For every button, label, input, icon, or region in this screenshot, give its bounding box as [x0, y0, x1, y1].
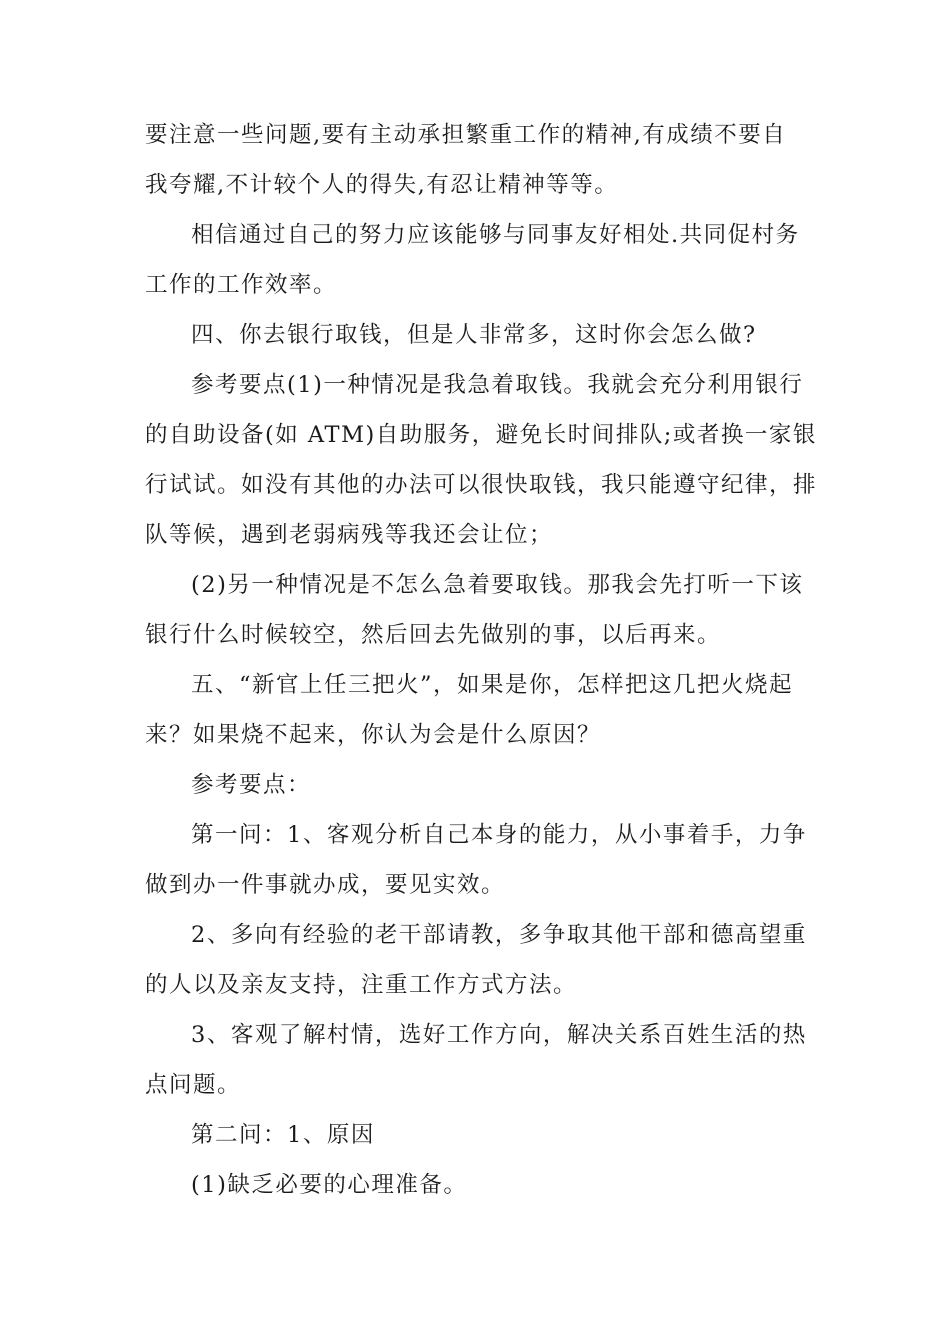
- text-line: (2)另一种情况是不怎么急着要取钱。那我会先打听一下该: [191, 572, 804, 598]
- paragraph: [145, 110, 809, 210]
- document-body: [145, 110, 818, 1210]
- text-line: 点问题。: [145, 1072, 242, 1098]
- paragraph: [145, 560, 809, 660]
- text-line: 第一问：1、客观分析自己本身的能力，从小事着手，力争: [191, 822, 807, 848]
- text-line: 队等候，遇到老弱病残等我还会让位；: [145, 522, 554, 548]
- text-line: 我夸耀,不计较个人的得失,有忍让精神等等。: [145, 172, 619, 198]
- text-line: 四、你去银行取钱，但是人非常多，这时你会怎么做?: [191, 322, 757, 348]
- text-line: 的人以及亲友支持，注重工作方式方法。: [145, 972, 578, 998]
- paragraph: [145, 760, 809, 810]
- text-line: 第二问：1、原因: [191, 1122, 375, 1148]
- text-line: 要注意一些问题,要有主动承担繁重工作的精神,有成绩不要自: [145, 122, 787, 148]
- text-line: 相信通过自己的努力应该能够与同事友好相处.共同促村务: [191, 222, 800, 248]
- text-line: 的自助设备(如 ATM)自助服务，避免长时间排队;或者换一家银: [145, 422, 817, 448]
- text-line: 五、“新官上任三把火”，如果是你，怎样把这几把火烧起: [191, 672, 794, 698]
- paragraph: [145, 210, 809, 310]
- paragraph: [145, 910, 809, 1010]
- paragraph: [145, 310, 809, 360]
- paragraph: [145, 360, 818, 560]
- text-line: 3、客观了解村情，选好工作方向，解决关系百姓生活的热: [191, 1022, 807, 1048]
- text-line: (1)缺乏必要的心理准备。: [191, 1172, 468, 1198]
- text-line: 行试试。如没有其他的办法可以很快取钱，我只能遵守纪律，排: [145, 472, 818, 498]
- text-line: 2、多向有经验的老干部请教，多争取其他干部和德高望重: [191, 922, 807, 948]
- paragraph: [145, 660, 809, 760]
- paragraph: [145, 1110, 809, 1160]
- text-line: 银行什么时候较空，然后回去先做别的事，以后再来。: [145, 622, 722, 648]
- text-line: 参考要点(1)一种情况是我急着取钱。我就会充分利用银行: [191, 372, 804, 398]
- text-line: 做到办一件事就办成，要见实效。: [145, 872, 506, 898]
- paragraph: [145, 810, 809, 910]
- text-line: 参考要点：: [191, 772, 312, 798]
- text-line: 来？如果烧不起来，你认为会是什么原因？: [145, 722, 602, 748]
- paragraph: [145, 1010, 809, 1110]
- paragraph: [145, 1160, 809, 1210]
- text-line: 工作的工作效率。: [145, 272, 338, 298]
